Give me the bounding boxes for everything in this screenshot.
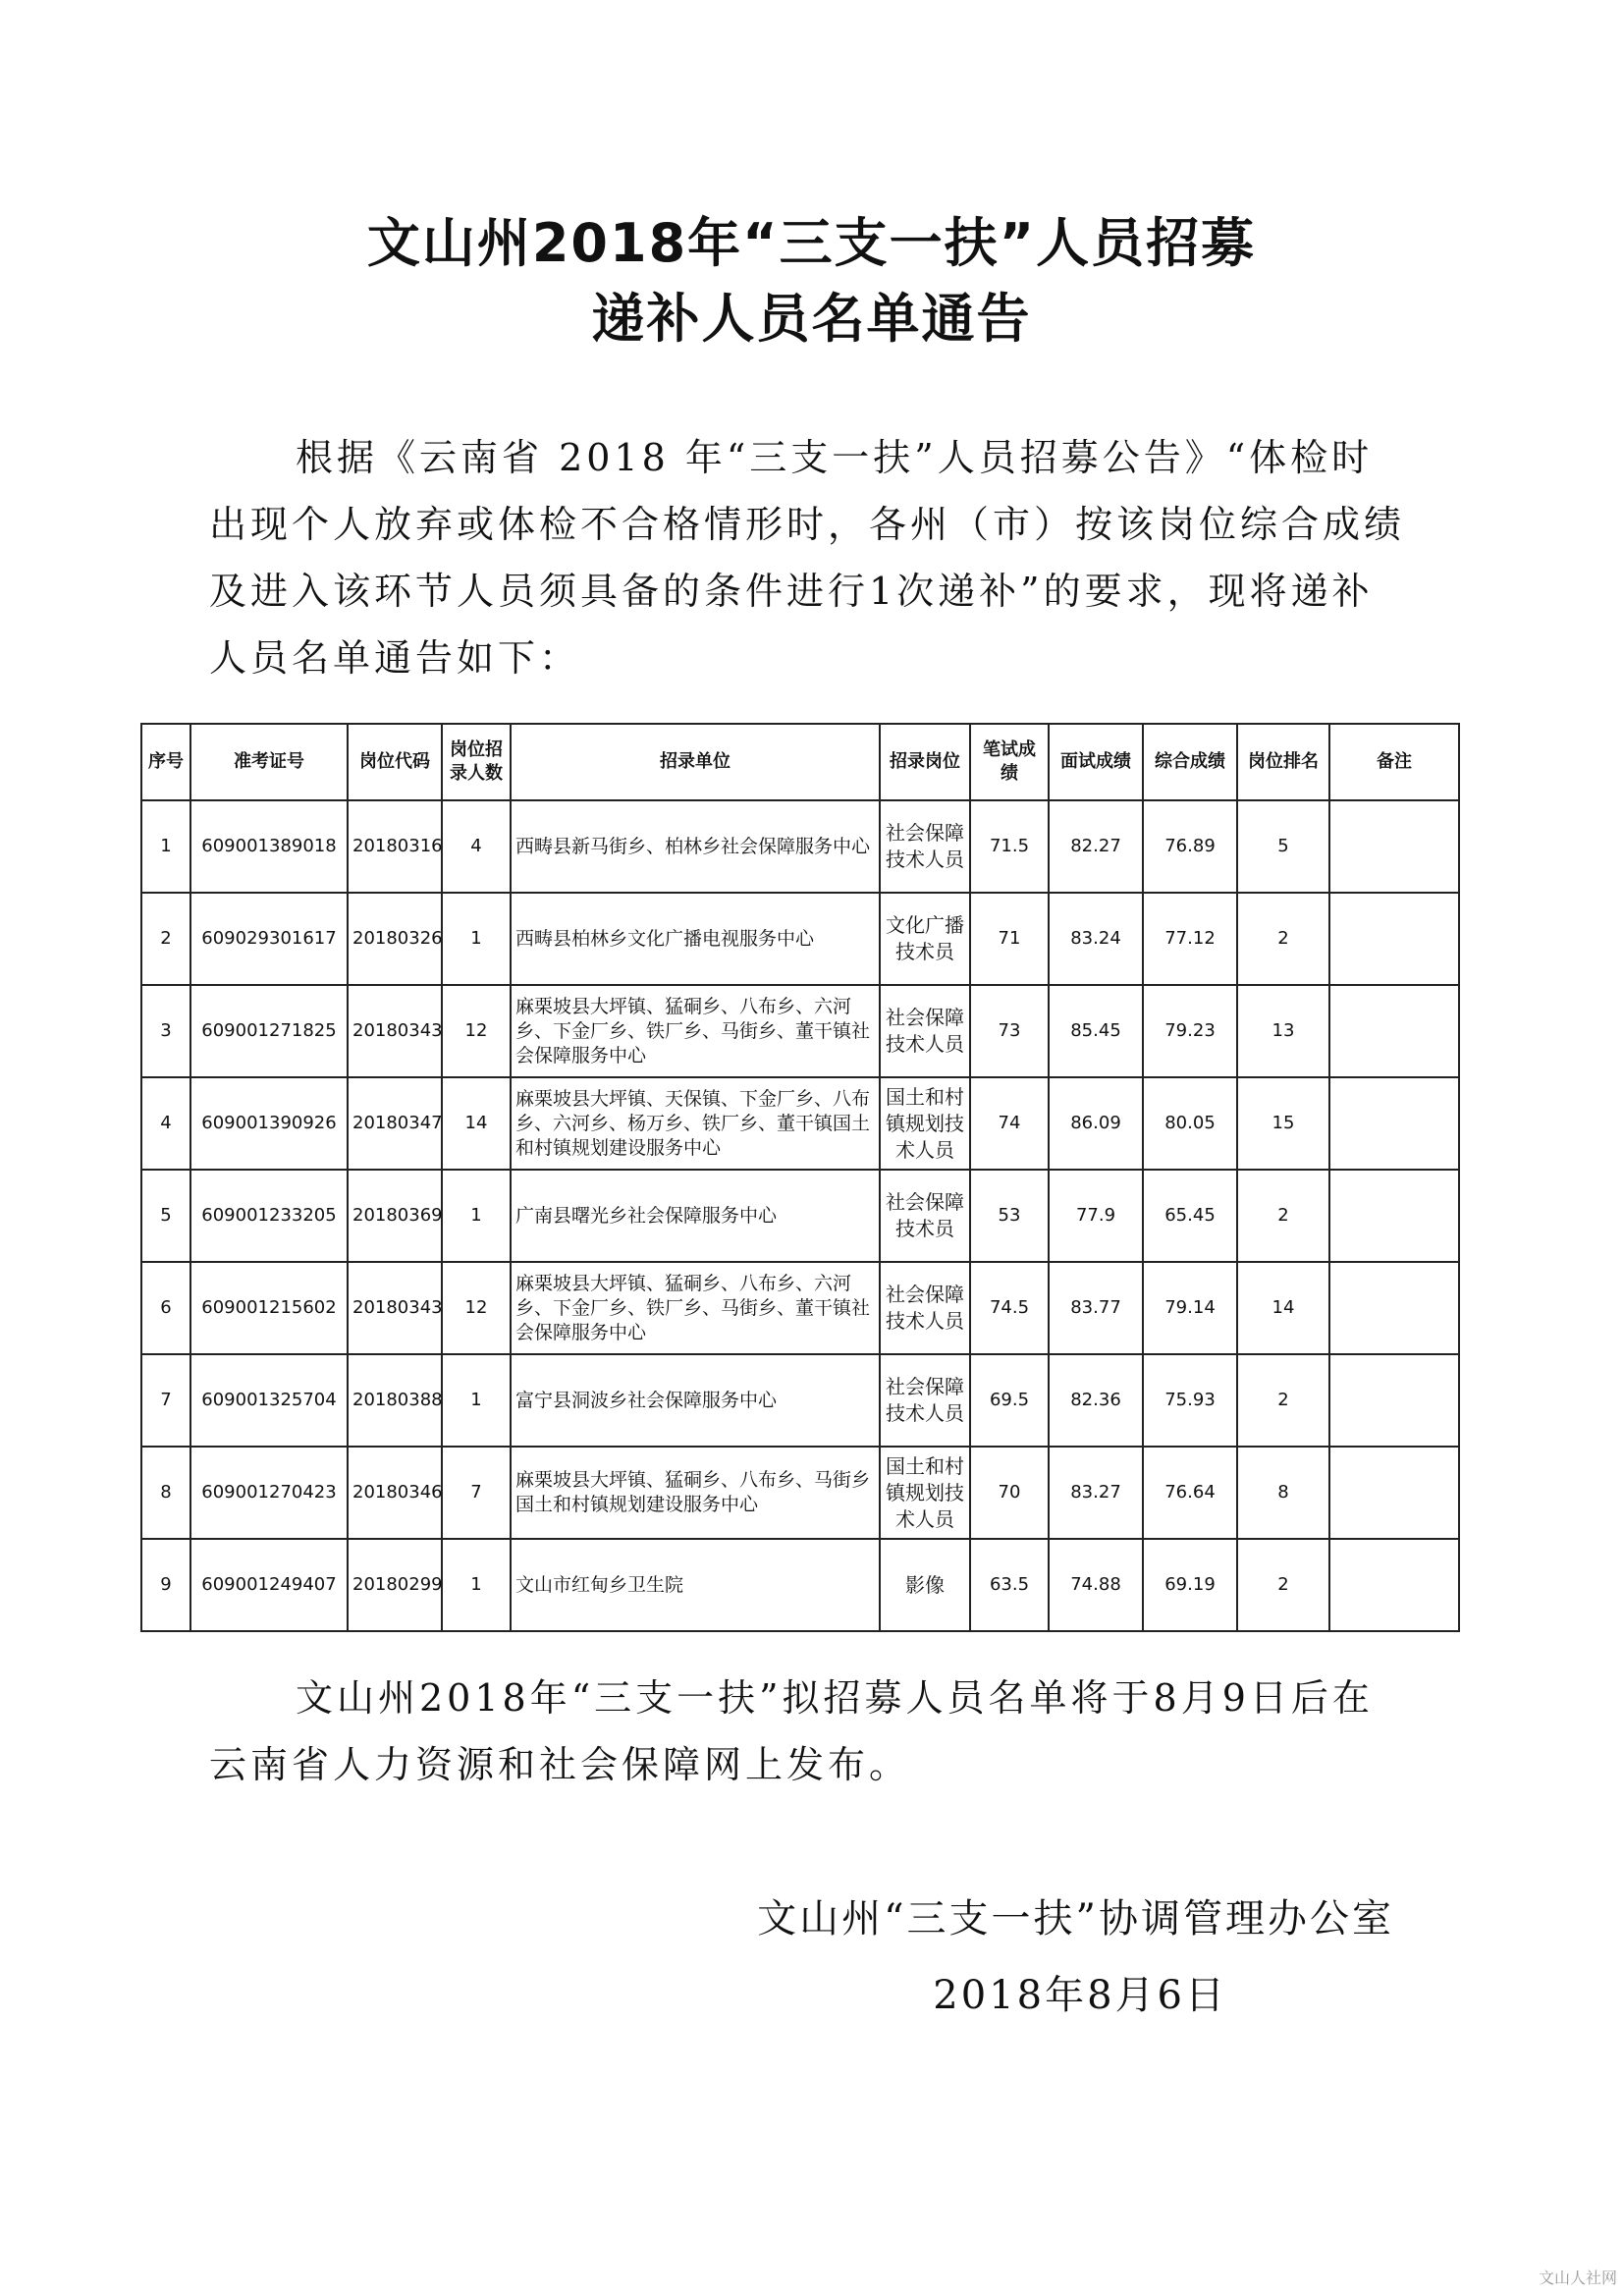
recruiting-position: 文化广播技术员	[880, 893, 970, 985]
quota: 7	[442, 1447, 511, 1539]
position-rank: 13	[1237, 985, 1329, 1077]
row-number: 7	[141, 1354, 190, 1447]
total-score: 69.19	[1143, 1539, 1237, 1631]
recruiting-unit: 西畴县新马街乡、柏林乡社会保障服务中心	[511, 800, 880, 893]
interview-score: 82.36	[1049, 1354, 1143, 1447]
position-rank: 14	[1237, 1262, 1329, 1354]
total-score: 76.64	[1143, 1447, 1237, 1539]
recruiting-unit: 麻栗坡县大坪镇、猛硐乡、八布乡、马街乡国土和村镇规划建设服务中心	[511, 1447, 880, 1539]
quota: 1	[442, 1170, 511, 1262]
position-rank: 5	[1237, 800, 1329, 893]
recruiting-position: 国土和村镇规划技术人员	[880, 1077, 970, 1170]
header-cell: 招录单位	[511, 724, 880, 800]
position-code: 20180326	[348, 893, 442, 985]
table-header-row	[141, 724, 1459, 800]
header-cell: 面试成绩	[1049, 724, 1143, 800]
position-code: 20180343	[348, 985, 442, 1077]
note	[1329, 1077, 1459, 1170]
total-score: 75.93	[1143, 1354, 1237, 1447]
table-row	[141, 1539, 1459, 1631]
position-code: 20180316	[348, 800, 442, 893]
note	[1329, 1539, 1459, 1631]
note	[1329, 1170, 1459, 1262]
recruiting-position: 社会保障技术人员	[880, 985, 970, 1077]
recruiting-position: 社会保障技术员	[880, 1170, 970, 1262]
signature-organization: 文山州“三支一扶”协调管理办公室	[757, 1896, 1394, 1941]
quota: 12	[442, 1262, 511, 1354]
note	[1329, 800, 1459, 893]
note	[1329, 1262, 1459, 1354]
exam-id: 609001270423	[190, 1447, 348, 1539]
recruiting-unit: 富宁县洞波乡社会保障服务中心	[511, 1354, 880, 1447]
intro-paragraph: 根据《云南省 2018 年“三支一扶”人员招募公告》“体检时出现个人放弃或体检不合格情形时，各州（市）按该岗位综合成绩及进入该环节人员须具备的条件进行1次递补”的要求，现将递补人员名单通告如下：	[209, 436, 1406, 680]
interview-score: 85.45	[1049, 985, 1143, 1077]
recruiting-unit: 西畴县柏林乡文化广播电视服务中心	[511, 893, 880, 985]
interview-score: 83.77	[1049, 1262, 1143, 1354]
written-score: 63.5	[970, 1539, 1049, 1631]
position-code: 20180299	[348, 1539, 442, 1631]
position-rank: 8	[1237, 1447, 1329, 1539]
table-row	[141, 1354, 1459, 1447]
interview-score: 74.88	[1049, 1539, 1143, 1631]
written-score: 70	[970, 1447, 1049, 1539]
position-rank: 2	[1237, 893, 1329, 985]
recruiting-position: 社会保障技术人员	[880, 1354, 970, 1447]
interview-score: 86.09	[1049, 1077, 1143, 1170]
written-score: 71	[970, 893, 1049, 985]
position-code: 20180347	[348, 1077, 442, 1170]
table-row	[141, 1262, 1459, 1354]
exam-id: 609001249407	[190, 1539, 348, 1631]
quota: 4	[442, 800, 511, 893]
header-cell: 备注	[1329, 724, 1459, 800]
header-cell: 招录岗位	[880, 724, 970, 800]
recruiting-unit: 广南县曙光乡社会保障服务中心	[511, 1170, 880, 1262]
written-score: 71.5	[970, 800, 1049, 893]
interview-score: 83.24	[1049, 893, 1143, 985]
position-rank: 15	[1237, 1077, 1329, 1170]
row-number: 6	[141, 1262, 190, 1354]
recruiting-unit: 文山市红甸乡卫生院	[511, 1539, 880, 1631]
exam-id: 609001215602	[190, 1262, 348, 1354]
table-row	[141, 1447, 1459, 1539]
document-subtitle: 递补人员名单通告	[591, 288, 1032, 350]
table-row	[141, 985, 1459, 1077]
total-score: 77.12	[1143, 893, 1237, 985]
exam-id: 609001325704	[190, 1354, 348, 1447]
header-cell: 综合成绩	[1143, 724, 1237, 800]
note	[1329, 1354, 1459, 1447]
header-cell: 准考证号	[190, 724, 348, 800]
note	[1329, 985, 1459, 1077]
row-number: 9	[141, 1539, 190, 1631]
interview-score: 83.27	[1049, 1447, 1143, 1539]
exam-id: 609001390926	[190, 1077, 348, 1170]
candidate-table	[140, 723, 1460, 1632]
position-code: 20180343	[348, 1262, 442, 1354]
header-cell: 岗位招录人数	[442, 724, 511, 800]
note	[1329, 893, 1459, 985]
written-score: 53	[970, 1170, 1049, 1262]
position-rank: 2	[1237, 1539, 1329, 1631]
written-score: 69.5	[970, 1354, 1049, 1447]
total-score: 79.14	[1143, 1262, 1237, 1354]
exam-id: 609001389018	[190, 800, 348, 893]
position-rank: 2	[1237, 1354, 1329, 1447]
recruiting-unit: 麻栗坡县大坪镇、猛硐乡、八布乡、六河乡、下金厂乡、铁厂乡、马街乡、董干镇社会保障服务中心	[511, 985, 880, 1077]
interview-score: 82.27	[1049, 800, 1143, 893]
table-row	[141, 1170, 1459, 1262]
recruiting-unit: 麻栗坡县大坪镇、猛硐乡、八布乡、六河乡、下金厂乡、铁厂乡、马街乡、董干镇社会保障服务中心	[511, 1262, 880, 1354]
position-code: 20180346	[348, 1447, 442, 1539]
row-number: 1	[141, 800, 190, 893]
header-cell: 岗位代码	[348, 724, 442, 800]
quota: 1	[442, 1354, 511, 1447]
exam-id: 609001271825	[190, 985, 348, 1077]
row-number: 2	[141, 893, 190, 985]
header-cell: 序号	[141, 724, 190, 800]
row-number: 8	[141, 1447, 190, 1539]
quota: 1	[442, 1539, 511, 1631]
quota: 1	[442, 893, 511, 985]
table-row	[141, 893, 1459, 985]
exam-id: 609029301617	[190, 893, 348, 985]
position-code: 20180369	[348, 1170, 442, 1262]
table-row	[141, 1077, 1459, 1170]
header-cell: 岗位排名	[1237, 724, 1329, 800]
row-number: 5	[141, 1170, 190, 1262]
recruiting-position: 影像	[880, 1539, 970, 1631]
quota: 14	[442, 1077, 511, 1170]
row-number: 4	[141, 1077, 190, 1170]
note	[1329, 1447, 1459, 1539]
exam-id: 609001233205	[190, 1170, 348, 1262]
written-score: 74	[970, 1077, 1049, 1170]
position-rank: 2	[1237, 1170, 1329, 1262]
header-cell: 笔试成绩	[970, 724, 1049, 800]
site-watermark: 文山人社网	[1538, 2269, 1617, 2287]
total-score: 76.89	[1143, 800, 1237, 893]
recruiting-unit: 麻栗坡县大坪镇、天保镇、下金厂乡、八布乡、六河乡、杨万乡、铁厂乡、董干镇国土和村镇规划建设服务中心	[511, 1077, 880, 1170]
interview-score: 77.9	[1049, 1170, 1143, 1262]
row-number: 3	[141, 985, 190, 1077]
quota: 12	[442, 985, 511, 1077]
closing-paragraph: 文山州2018年“三支一扶”拟招募人员名单将于8月9日后在云南省人力资源和社会保障网上发布。	[209, 1676, 1374, 1786]
table-row	[141, 800, 1459, 893]
position-code: 20180388	[348, 1354, 442, 1447]
written-score: 73	[970, 985, 1049, 1077]
total-score: 79.23	[1143, 985, 1237, 1077]
written-score: 74.5	[970, 1262, 1049, 1354]
document-title: 文山州2018年“三支一扶”人员招募	[366, 212, 1257, 274]
total-score: 80.05	[1143, 1077, 1237, 1170]
recruiting-position: 社会保障技术人员	[880, 800, 970, 893]
recruiting-position: 社会保障技术人员	[880, 1262, 970, 1354]
signature-date: 2018年8月6日	[933, 1973, 1227, 2018]
total-score: 65.45	[1143, 1170, 1237, 1262]
recruiting-position: 国土和村镇规划技术人员	[880, 1447, 970, 1539]
